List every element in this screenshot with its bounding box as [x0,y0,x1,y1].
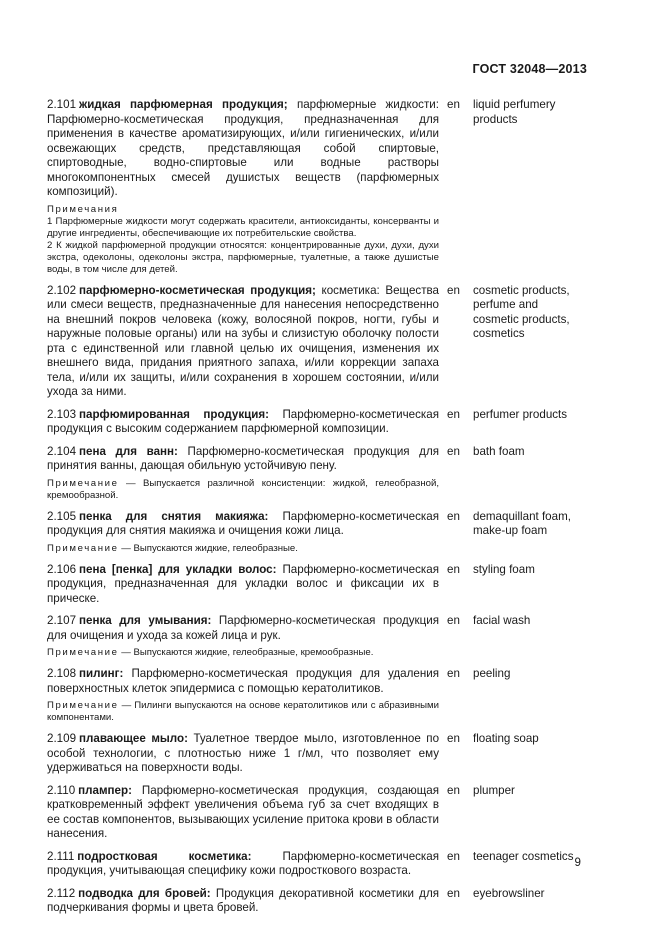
note [47,478,439,502]
term-definition [47,887,439,916]
note-text: 2 К жидкой парфюмерной продукции относятся: концентрированные духи, духи, духи экстра, одеколоны, одеколоны экстра, парфюмерные, туалетные, а также душистые воды, в том числе для детей. [47,239,439,275]
term-definition [47,784,439,842]
term-text: Парфюмерно-косметическая продукция, учитывающая специфику кожи подросткового возраста. [47,849,439,877]
term-text: Парфюмерно-косметическая продукция для очищения и ухода за кожей лица и рук. [47,614,439,642]
english-equivalent: liquid perfumery products [473,98,556,126]
lang-code: en [447,849,460,863]
note [47,543,439,555]
note-label: Примечание [47,477,119,489]
term-text: Парфюмерно-косметическая продукция, предназначенная для укладки волос и фиксации их в прическе. [47,562,439,605]
term-name: плампер: [78,783,132,797]
term-text: Парфюмерно-косметическая продукция для снятия макияжа и очищения кожи лица. [47,509,439,537]
lang-code: en [447,732,460,745]
lang-code: en [447,509,460,523]
term-definition [47,667,439,696]
term-definition [47,563,439,607]
term-definition [47,614,439,643]
note-text: — Пилинги выпускаются на основе кератолитиков или с абразивными компонентами. [47,700,439,723]
term-number: 2.109 [47,732,77,745]
term-text: Туалетное твердое мыло, изготовленное по особой технологии, с плотностью ниже 1 г/мл, что позволяет ему удерживаться на поверхности воды. [47,732,440,774]
term-entry [47,732,587,776]
note-text: — Выпускается различной консистенции: жидкой, гелеобразной, кремообразной. [47,477,439,501]
term-definition [47,732,439,776]
term-entry [47,445,587,502]
lang-code: en [447,886,460,900]
lang-code: en [447,667,460,680]
lang-code: en [447,444,460,458]
lang-code: en [447,283,460,297]
english-equivalent: styling foam [473,562,535,576]
note-text: — Выпускаются жидкие, гелеобразные. [118,542,298,554]
term-entry [47,98,587,276]
term-number: 2.111 [47,849,75,863]
term-name: подводка для бровей: [78,886,211,900]
lang-code: en [447,407,460,421]
english-equivalent: bath foam [473,444,525,458]
term-number: 2.105 [47,509,77,523]
lang-code: en [447,614,460,627]
term-number: 2.103 [47,407,77,421]
term-name: жидкая парфюмерная продукция; [79,98,288,111]
term-number: 2.101 [47,98,77,111]
english-equivalent: perfumer products [473,407,568,421]
terms-list [47,98,587,924]
term-number: 2.108 [47,667,77,680]
term-text: Парфюмерно-косметическая продукция для принятия ванны, дающая обильную устойчивую пену. [47,444,439,472]
english-equivalent: cosmetic products, perfume and cosmetic products, cosmetics [473,283,570,340]
term-text: парфюмерные жидкости: Парфюмерно-косметическая продукция, предназначенная для применения в качестве ароматизирующих, и/или гигиенических, и/или освежающих средств, представляющая собой спиртовые, спиртоводные, водно-спиртовые или водные растворы многокомпонентных смесей душистых веществ (парфюмерных композиций). [47,98,439,198]
term-name: плавающее мыло: [79,732,188,745]
term-entry [47,408,587,437]
term-entry [47,887,587,916]
term-entry [47,510,587,555]
notes-block [47,204,439,276]
english-equivalent: facial wash [473,614,531,627]
term-definition [47,510,439,539]
note-label: Примечание [47,542,119,554]
note-text: — Выпускаются жидкие, гелеобразные, кремообразные. [118,647,374,658]
note-text: 1 Парфюмерные жидкости могут содержать красители, антиоксиданты, консерванты и другие ингредиенты, обеспечивающие их потребительские свойства. [47,215,439,239]
note-label: Примечание [47,647,119,658]
english-equivalent: eyebrowsliner [473,886,545,900]
note [47,700,439,724]
term-name: парфюмированная продукция: [79,407,270,421]
term-text: Парфюмерно-косметическая продукция, создающая кратковременный эффект увеличения объема губ за счет входящих в ее состав компонентов, вызывающих усиление притока крови в области нанесения. [47,783,439,840]
term-entry [47,784,587,842]
lang-code: en [447,562,460,576]
english-equivalent: floating soap [473,732,539,745]
term-name: пена для ванн: [79,444,178,458]
term-entry [47,563,587,607]
page-number: 9 [574,856,581,869]
document-header: ГОСТ 32048—2013 [472,62,587,76]
term-name: парфюмерно-косметическая продукция; [79,283,316,297]
notes-label: Примечания [47,203,119,215]
english-equivalent: peeling [473,667,511,680]
term-name: пилинг: [79,667,124,680]
lang-code: en [447,98,460,111]
term-text: косметика: Вещества или смеси веществ, предназначенные для нанесения непосредственно на внешний покров человека (кожу, волосяной покров, ногти, губы и наружные половые органы) или на зубы и слизистую оболочку полости рта с единственной или главной целью их очищения, изменения их внешнего вида, придания приятного запаха, и/или коррекции запаха тела, и/или их защиты, и/или сохранения в хорошем состоянии, и/или ухода за ними. [47,283,439,398]
english-equivalent: plumper [473,783,515,797]
note [47,647,439,659]
term-number: 2.110 [47,783,76,797]
term-number: 2.102 [47,283,77,297]
term-entry [47,667,587,724]
term-entry [47,614,587,659]
term-definition [47,98,439,200]
term-entry [47,850,587,879]
term-definition [47,850,439,879]
term-number: 2.107 [47,614,77,627]
term-name: пенка для умывания: [79,614,212,627]
term-number: 2.106 [47,562,77,576]
term-text: Парфюмерно-косметическая продукция для удаления поверхностных клеток эпидермиса с помощью кератолитиков. [47,667,439,695]
term-number: 2.104 [47,444,77,458]
term-name: подростковая косметика: [77,849,252,863]
term-definition [47,284,439,400]
note-label: Примечание [47,700,119,711]
english-equivalent: teenager cosmetics [473,849,574,863]
lang-code: en [447,783,460,797]
term-number: 2.112 [47,886,76,900]
term-name: пена [пенка] для укладки волос: [79,562,277,576]
term-definition [47,445,439,474]
term-text: Парфюмерно-косметическая продукция с высоким содержанием парфюмерной композиции. [47,407,439,435]
term-name: пенка для снятия макияжа: [79,509,269,523]
term-text: Продукция декоративной косметики для подчеркивания формы и цвета бровей. [47,886,439,914]
term-entry [47,284,587,400]
term-definition [47,408,439,437]
english-equivalent: demaquillant foam, make-up foam [473,509,571,537]
